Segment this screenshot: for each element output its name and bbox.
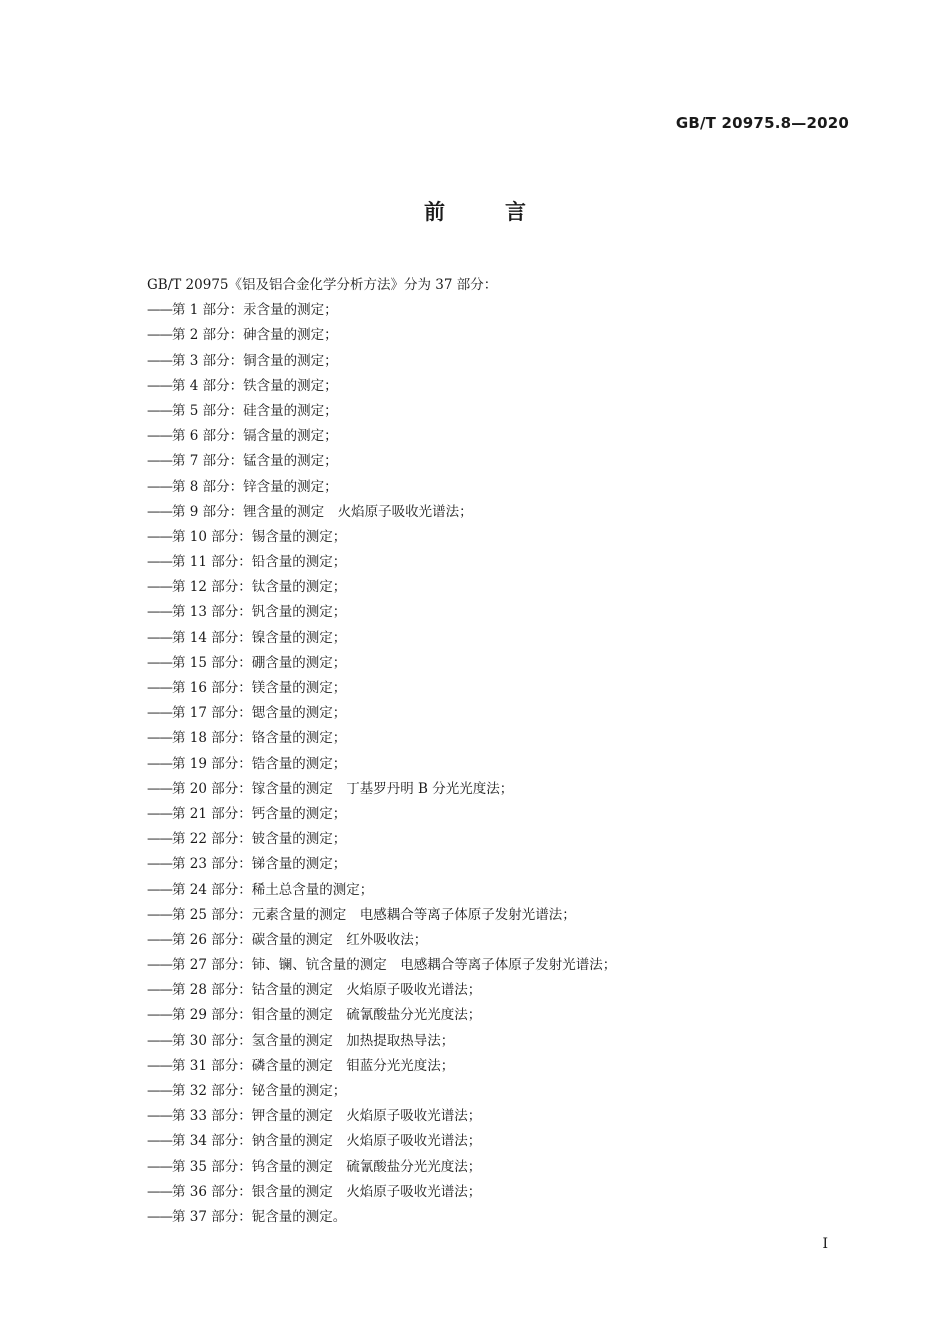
list-item — [147, 878, 847, 903]
list-item — [147, 651, 847, 676]
list-item — [147, 1205, 847, 1230]
list-item-text: 第 16 部分：镁含量的测定； — [172, 680, 347, 696]
list-item — [147, 475, 847, 500]
list-item — [147, 500, 847, 525]
list-marker: —— — [147, 730, 172, 747]
list-item-text: 第 30 部分：氢含量的测定 加热提取热导法； — [172, 1032, 455, 1049]
list-item — [147, 1180, 847, 1205]
list-marker: —— — [147, 805, 172, 822]
list-item — [147, 424, 847, 449]
list-item — [147, 953, 847, 978]
list-item-text: 第 14 部分：镍含量的测定； — [172, 629, 347, 646]
list-item-text: 第 12 部分：钛含量的测定； — [172, 579, 347, 596]
list-item — [147, 1104, 847, 1129]
list-item-text: 第 29 部分：钼含量的测定 硫氰酸盐分光光度法； — [172, 1007, 482, 1024]
list-item — [147, 374, 847, 399]
list-item-text: 第 7 部分：锰含量的测定； — [172, 453, 338, 470]
list-item — [147, 1079, 847, 1104]
list-item — [147, 575, 847, 600]
list-marker: —— — [147, 402, 172, 419]
list-item-text: 第 32 部分：铋含量的测定； — [172, 1083, 347, 1099]
list-marker: —— — [147, 957, 172, 974]
list-item-text: 第 9 部分：锂含量的测定 火焰原子吸收光谱法； — [172, 503, 473, 520]
list-item — [147, 323, 847, 348]
page-title: 前言 — [424, 200, 586, 224]
list-item-text: 第 28 部分：钴含量的测定 火焰原子吸收光谱法； — [172, 982, 482, 999]
list-item — [147, 726, 847, 751]
list-item — [147, 449, 847, 474]
list-marker: —— — [147, 302, 172, 319]
list-item-text: 第 19 部分：锆含量的测定； — [172, 755, 347, 772]
list-item-text: 第 21 部分：钙含量的测定； — [172, 805, 347, 822]
list-marker: —— — [147, 1057, 172, 1074]
list-item — [147, 802, 847, 827]
list-item-text: 第 1 部分：汞含量的测定； — [172, 302, 338, 319]
list-item-text: 第 10 部分：锡含量的测定； — [172, 528, 347, 545]
list-item-text: 第 37 部分：铌含量的测定。 — [172, 1208, 347, 1225]
list-marker: —— — [147, 654, 172, 671]
list-item-text: 第 26 部分：碳含量的测定 红外吸收法； — [172, 931, 428, 948]
list-marker: —— — [147, 982, 172, 999]
list-marker: —— — [147, 906, 172, 923]
list-item — [147, 349, 847, 374]
list-marker: —— — [147, 1007, 172, 1024]
list-marker: —— — [147, 629, 172, 646]
list-item — [147, 676, 847, 701]
list-item-text: 第 5 部分：硅含量的测定； — [172, 402, 338, 419]
list-item-text: 第 13 部分：钒含量的测定； — [172, 604, 347, 621]
list-item-text: 第 23 部分：锑含量的测定； — [172, 856, 347, 873]
list-marker: —— — [147, 604, 172, 621]
list-item — [147, 777, 847, 802]
list-marker: —— — [147, 755, 172, 772]
list-item — [147, 1155, 847, 1180]
list-marker: —— — [147, 528, 172, 545]
list-marker: —— — [147, 1158, 172, 1175]
list-marker: —— — [147, 554, 172, 571]
list-marker: —— — [147, 1032, 172, 1049]
list-item — [147, 827, 847, 852]
list-marker: —— — [147, 1083, 172, 1099]
list-item-text: 第 35 部分：钨含量的测定 硫氰酸盐分光光度法； — [172, 1158, 482, 1175]
list-item-text: 第 24 部分：稀土总含量的测定； — [172, 881, 374, 898]
parts-list — [147, 298, 847, 1230]
list-item-text: 第 22 部分：铍含量的测定； — [172, 831, 347, 848]
list-marker: —— — [147, 1133, 172, 1150]
list-item — [147, 852, 847, 877]
list-marker: —— — [147, 680, 172, 696]
standard-code: GB/T 20975.8—2020 — [675, 114, 849, 132]
list-item-text: 第 20 部分：镓含量的测定 丁基罗丹明 B 分光光度法； — [172, 780, 514, 797]
page-number: I — [822, 1236, 828, 1252]
list-item-text: 第 34 部分：钠含量的测定 火焰原子吸收光谱法； — [172, 1133, 482, 1150]
list-marker: —— — [147, 856, 172, 873]
list-marker: —— — [147, 831, 172, 848]
list-marker: —— — [147, 705, 172, 722]
list-item — [147, 550, 847, 575]
list-item — [147, 928, 847, 953]
list-marker: —— — [147, 453, 172, 470]
list-item — [147, 298, 847, 323]
list-item — [147, 1129, 847, 1154]
list-marker: —— — [147, 579, 172, 596]
list-item-text: 第 17 部分：锶含量的测定； — [172, 705, 347, 722]
list-marker: —— — [147, 1183, 172, 1200]
list-item — [147, 701, 847, 726]
list-marker: —— — [147, 377, 172, 394]
list-marker: —— — [147, 1208, 172, 1225]
list-item-text: 第 33 部分：钾含量的测定 火焰原子吸收光谱法； — [172, 1108, 482, 1125]
list-item — [147, 525, 847, 550]
intro-line: GB/T 20975《铝及铝合金化学分析方法》分为 37 部分： — [147, 277, 498, 293]
list-item-text: 第 11 部分：铅含量的测定； — [172, 554, 347, 571]
list-item — [147, 626, 847, 651]
list-item — [147, 1054, 847, 1079]
list-item — [147, 752, 847, 777]
list-marker: —— — [147, 931, 172, 948]
list-item-text: 第 18 部分：铬含量的测定； — [172, 730, 347, 747]
list-item-text: 第 3 部分：铜含量的测定； — [172, 352, 338, 369]
list-marker: —— — [147, 327, 172, 344]
list-marker: —— — [147, 428, 172, 445]
foreword-body — [147, 273, 847, 1230]
list-marker: —— — [147, 1108, 172, 1125]
list-item-text: 第 2 部分：砷含量的测定； — [172, 327, 338, 344]
list-marker: —— — [147, 780, 172, 797]
list-marker: —— — [147, 478, 172, 495]
list-item — [147, 903, 847, 928]
list-item — [147, 1003, 847, 1028]
list-item-text: 第 6 部分：镉含量的测定； — [172, 428, 338, 445]
list-marker: —— — [147, 503, 172, 520]
list-item-text: 第 27 部分：铈、镧、钪含量的测定 电感耦合等离子体原子发射光谱法； — [172, 957, 617, 974]
list-item — [147, 1029, 847, 1054]
list-marker: —— — [147, 881, 172, 898]
list-item-text: 第 25 部分：元素含量的测定 电感耦合等离子体原子发射光谱法； — [172, 906, 576, 923]
list-item — [147, 978, 847, 1003]
list-item-text: 第 15 部分：硼含量的测定； — [172, 654, 347, 671]
list-item-text: 第 8 部分：锌含量的测定； — [172, 478, 338, 495]
list-item — [147, 600, 847, 625]
list-marker: —— — [147, 352, 172, 369]
list-item — [147, 399, 847, 424]
list-item-text: 第 36 部分：银含量的测定 火焰原子吸收光谱法； — [172, 1183, 482, 1200]
list-item-text: 第 4 部分：铁含量的测定； — [172, 377, 338, 394]
list-item-text: 第 31 部分：磷含量的测定 钼蓝分光光度法； — [172, 1057, 455, 1074]
